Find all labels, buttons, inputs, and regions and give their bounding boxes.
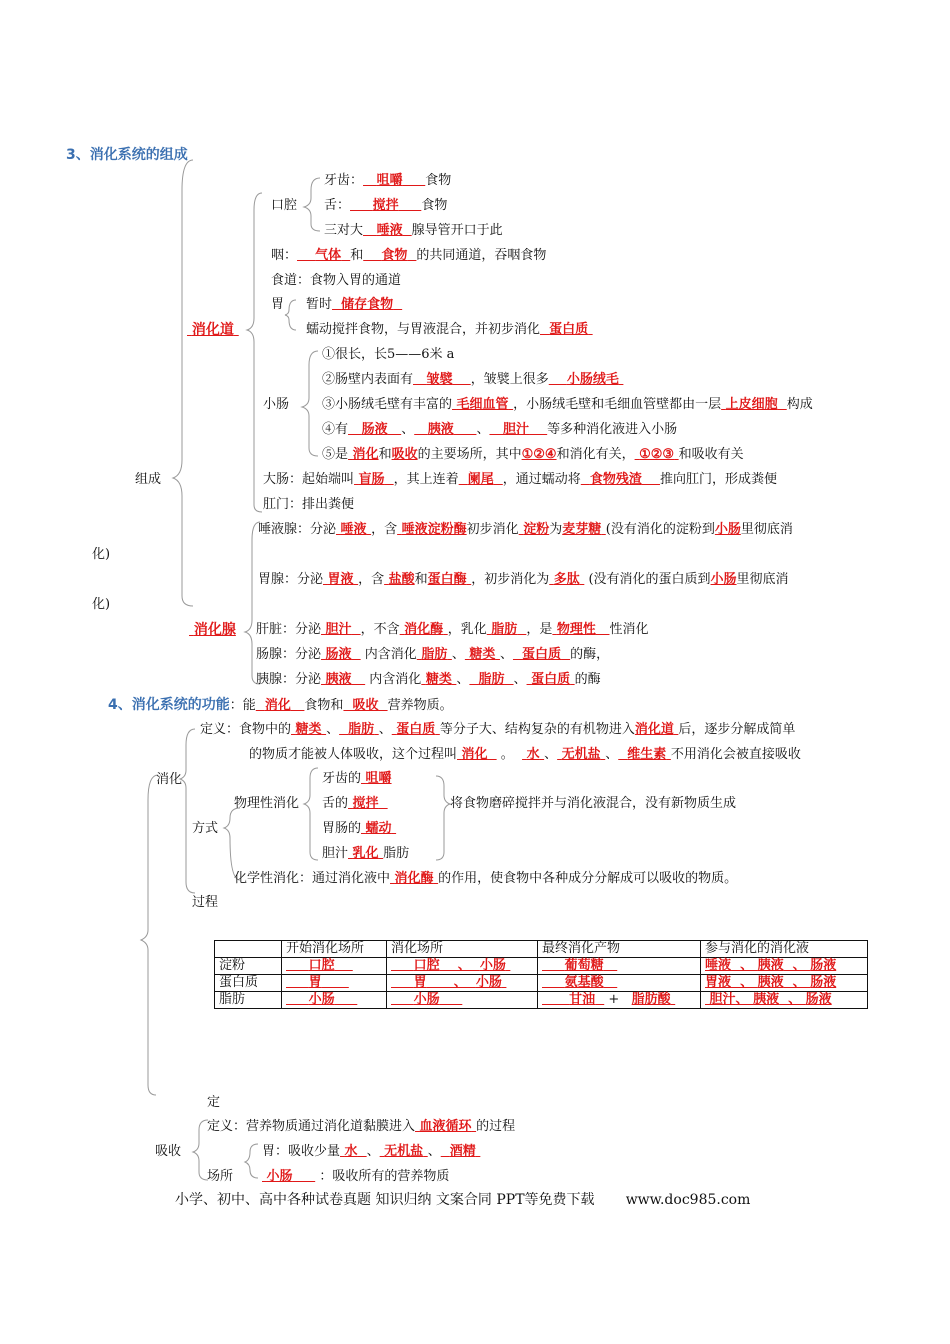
ding-label: 定 [207,1095,221,1110]
row-product: 氨基酸 [538,975,701,992]
wlx-label: 物理性消化 [234,796,300,811]
xc-line-3: ③小肠绒毛壁有丰富的 毛细血管 ，小肠绒毛壁和毛细血管壁都由一层 上皮细胞 构成 [322,397,813,412]
fangshi-label: 方式 [192,821,219,836]
table-row [215,975,868,992]
wx-wrap: 化) [92,597,111,612]
wei-line-2: 蠕动搅拌食物，与胃液混合，并初步消化 蛋白质 [306,322,589,337]
row-site: 小肠 [387,992,538,1009]
wl-item-4: 胆汁 乳化 脂肪 [322,846,410,861]
xishou-wei-line: 胃：吸收少量 水 、 无机盐 、 酒精 [262,1144,476,1159]
xhd-label: 消化道 [191,322,234,338]
xishou-def-line: 定义：营养物质通过消化道黏膜进入 血液循环 的过程 [207,1119,516,1134]
footer-link[interactable]: www.doc985.com [625,1192,751,1208]
table-header-cell [215,941,282,958]
row-juice: 胆汁、 胰液 、 肠液 [701,992,868,1009]
row-nutrient: 蛋白质 [215,975,282,992]
brace-changsuo [245,1144,258,1178]
brace-wl-right [436,776,450,860]
digestion-table [214,940,868,1009]
section-4-heading: 4、消化系统的功能：能 消化 食物和 吸收 营养物质。 [108,697,453,713]
section-3-heading: 3、消化系统的组成 [66,147,188,163]
row-start: 胃 [282,975,387,992]
wl-item-1: 牙齿的 咀嚼 [322,771,392,786]
brace-wei [285,300,296,330]
row-juice: 唾液 、 胰液 、 肠液 [701,958,868,975]
brace-wl-left [304,768,318,860]
def-line-1: 定义：食物中的 糖类 、 脂肪 、 蛋白质 等分子大、结构复杂的有机物进入消化道 后，逐步分解成简单 [200,722,796,737]
changsuo-label: 场所 [207,1169,234,1184]
row-start: 口腔 [282,958,387,975]
row-site: 口腔 、 小肠 [387,958,538,975]
row-juice: 胃液 、 胰液 、 肠液 [701,975,868,992]
wei-line-1: 暂时 储存食物 [306,297,394,312]
xishou-label: 吸收 [155,1144,182,1159]
wei-label: 胃 [271,297,285,312]
xc-label: 小肠 [263,397,290,412]
brace-zucheng [173,160,193,606]
yan-line: 咽： 气体 和 食物 的共同通道，吞咽食物 [271,248,547,263]
row-product: 甘油 + 脂肪酸 [538,992,701,1009]
brace-s4 [141,775,158,1095]
brace-kq [304,178,320,231]
shidao-line: 食道：食物入胃的通道 [271,273,402,288]
wl-note: 将食物磨碎搅拌并与消化液混合，没有新物质生成 [450,796,737,811]
footer-text: 小学、初中、高中各种试卷真题 知识归纳 文案合同 PPT等免费下载 www.doc985.com [175,1192,751,1208]
tyx-wrap: 化) [92,547,111,562]
brace-xishou [193,1120,208,1180]
row-nutrient: 淀粉 [215,958,282,975]
table-header-row [215,941,868,958]
wl-item-3: 胃肠的 蠕动 [322,821,392,836]
yixian-line: 胰腺：分泌 胰液 内含消化 糖类 、 脂肪 、 蛋白质 的酶 [256,672,601,687]
xc-line-5: ⑤是 消化和吸收的主要场所，其中①②④和消化有关， ①②③ 和吸收有关 [322,447,744,462]
xhx-label: 消化腺 [193,622,236,638]
gangmen-line: 肛门：排出粪便 [263,497,355,512]
tyx-line: 唾液腺：分泌 唾液 ，含 唾液淀粉酶初步消化 淀粉为麦芽糖 (没有消化的淀粉到小肠里彻底消 [258,522,793,537]
ganzang-line: 肝脏：分泌 胆汁 ，不含 消化酶 ，乳化 脂肪 ，是 物理性 性消化 [256,622,649,637]
kq-line-1: 牙齿： 咀嚼 食物 [324,173,452,188]
table-header-cell: 消化场所 [387,941,538,958]
row-start: 小肠 [282,992,387,1009]
table-row [215,958,868,975]
zucheng-label: 组成 [135,472,162,487]
xishou-xc-line: 小肠 ：吸收所有的营养物质 [266,1169,450,1184]
kq-line-3: 三对大 唾液 腺导管开口于此 [324,223,503,238]
row-product: 葡萄糖 [538,958,701,975]
wl-item-2: 舌的 搅拌 [322,796,379,811]
def-line-2: 的物质才能被人体吸收，这个过程叫 消化 。 水 、 无机盐 、 维生素 不用消化会被直接吸收 [249,747,801,762]
row-nutrient: 脂肪 [215,992,282,1009]
dachang-line: 大肠：起始端叫 盲肠 ，其上连着 阑尾 ，通过蠕动将 食物残渣 推向肛门，形成粪便 [263,472,777,487]
kq-line-2: 舌： 搅拌 食物 [324,198,448,213]
xiaohua-label: 消化 [156,772,183,787]
table-header-cell: 开始消化场所 [282,941,387,958]
guocheng-label: 过程 [192,895,219,910]
hx-line: 化学性消化：通过消化液中 消化酶 的作用，使食物中各种成分分解成可以吸收的物质。 [234,871,738,886]
changxian-line: 肠腺：分泌 肠液 内含消化 脂肪 、 糖类 、 蛋白质 的酶， [256,647,610,662]
xc-line-1: ①很长，长5——6米 a [322,347,455,362]
brace-xiaohua [180,729,195,893]
row-site: 胃 、 小肠 [387,975,538,992]
xc-line-4: ④有 肠液 、 胰液 、 胆汁 等多种消化液进入小肠 [322,422,678,437]
wx-line: 胃腺：分泌 胃液 ，含 盐酸和蛋白酶 ，初步消化为 多肽 (没有消化的蛋白质到小肠里彻底消 [258,572,789,587]
table-header-cell: 最终消化产物 [538,941,701,958]
table-row [215,992,868,1009]
brace-xc [302,351,318,456]
xc-line-2: ②肠壁内表面有 皱襞 ，皱襞上很多 小肠绒毛 [322,372,619,387]
table-header-cell: 参与消化的消化液 [701,941,868,958]
brace-xhd [247,193,262,512]
kq-label: 口腔 [271,198,298,213]
